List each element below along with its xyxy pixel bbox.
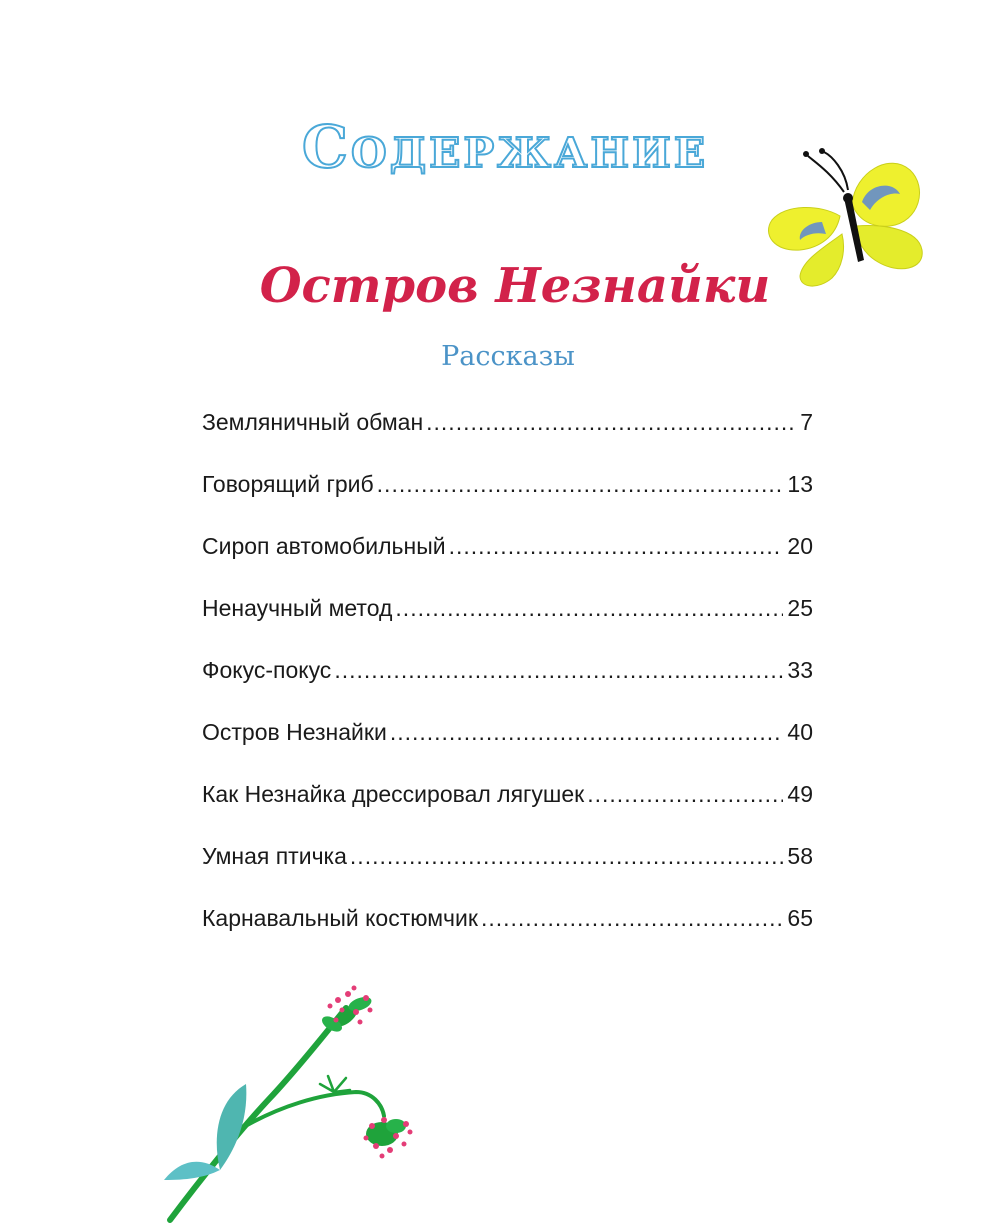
- toc-entry-title: Говорящий гриб: [202, 471, 374, 497]
- toc-entry-title: Умная птичка: [202, 843, 347, 869]
- toc-entry-page: 20: [787, 533, 813, 559]
- toc-dot-leader: [377, 471, 784, 498]
- toc-entry-page: 49: [787, 781, 813, 807]
- toc-entry-title: Фокус-покус: [202, 657, 332, 683]
- flower-icon: [160, 980, 430, 1224]
- toc-entry-title: Ненаучный метод: [202, 595, 393, 621]
- toc-dot-leader: [481, 905, 783, 932]
- toc-dot-leader: [449, 533, 784, 560]
- toc-dot-leader: [395, 595, 783, 622]
- toc-dot-leader: [426, 409, 796, 436]
- toc-entry-page: 58: [787, 843, 813, 869]
- toc-dot-leader: [334, 657, 783, 684]
- toc-entry-title: Карнавальный костюмчик: [202, 905, 478, 931]
- toc-list: [202, 409, 813, 967]
- toc-entry-page: 25: [787, 595, 813, 621]
- toc-entry[interactable]: [202, 595, 813, 657]
- toc-entry[interactable]: [202, 905, 813, 967]
- toc-entry[interactable]: [202, 533, 813, 595]
- toc-entry[interactable]: [202, 657, 813, 719]
- page-title: Содержание: [301, 113, 709, 181]
- toc-dot-leader: [350, 843, 783, 870]
- section-subtitle: Рассказы: [441, 341, 575, 372]
- toc-entry[interactable]: [202, 719, 813, 781]
- toc-entry[interactable]: [202, 471, 813, 533]
- toc-entry-page: 13: [787, 471, 813, 497]
- toc-entry[interactable]: [202, 409, 813, 471]
- toc-dot-leader: [587, 781, 783, 808]
- toc-entry-page: 65: [787, 905, 813, 931]
- toc-entry-page: 7: [800, 409, 813, 435]
- toc-entry-page: 33: [787, 657, 813, 683]
- toc-entry-page: 40: [787, 719, 813, 745]
- toc-entry-title: Как Незнайка дрессировал лягушек: [202, 781, 585, 807]
- toc-entry-title: Остров Незнайки: [202, 719, 387, 745]
- toc-entry-title: Земляничный обман: [202, 409, 424, 435]
- toc-entry-title: Сироп автомобильный: [202, 533, 446, 559]
- section-title: Остров Незнайки: [259, 258, 771, 314]
- toc-entry[interactable]: [202, 843, 813, 905]
- toc-entry[interactable]: [202, 781, 813, 843]
- toc-dot-leader: [390, 719, 784, 746]
